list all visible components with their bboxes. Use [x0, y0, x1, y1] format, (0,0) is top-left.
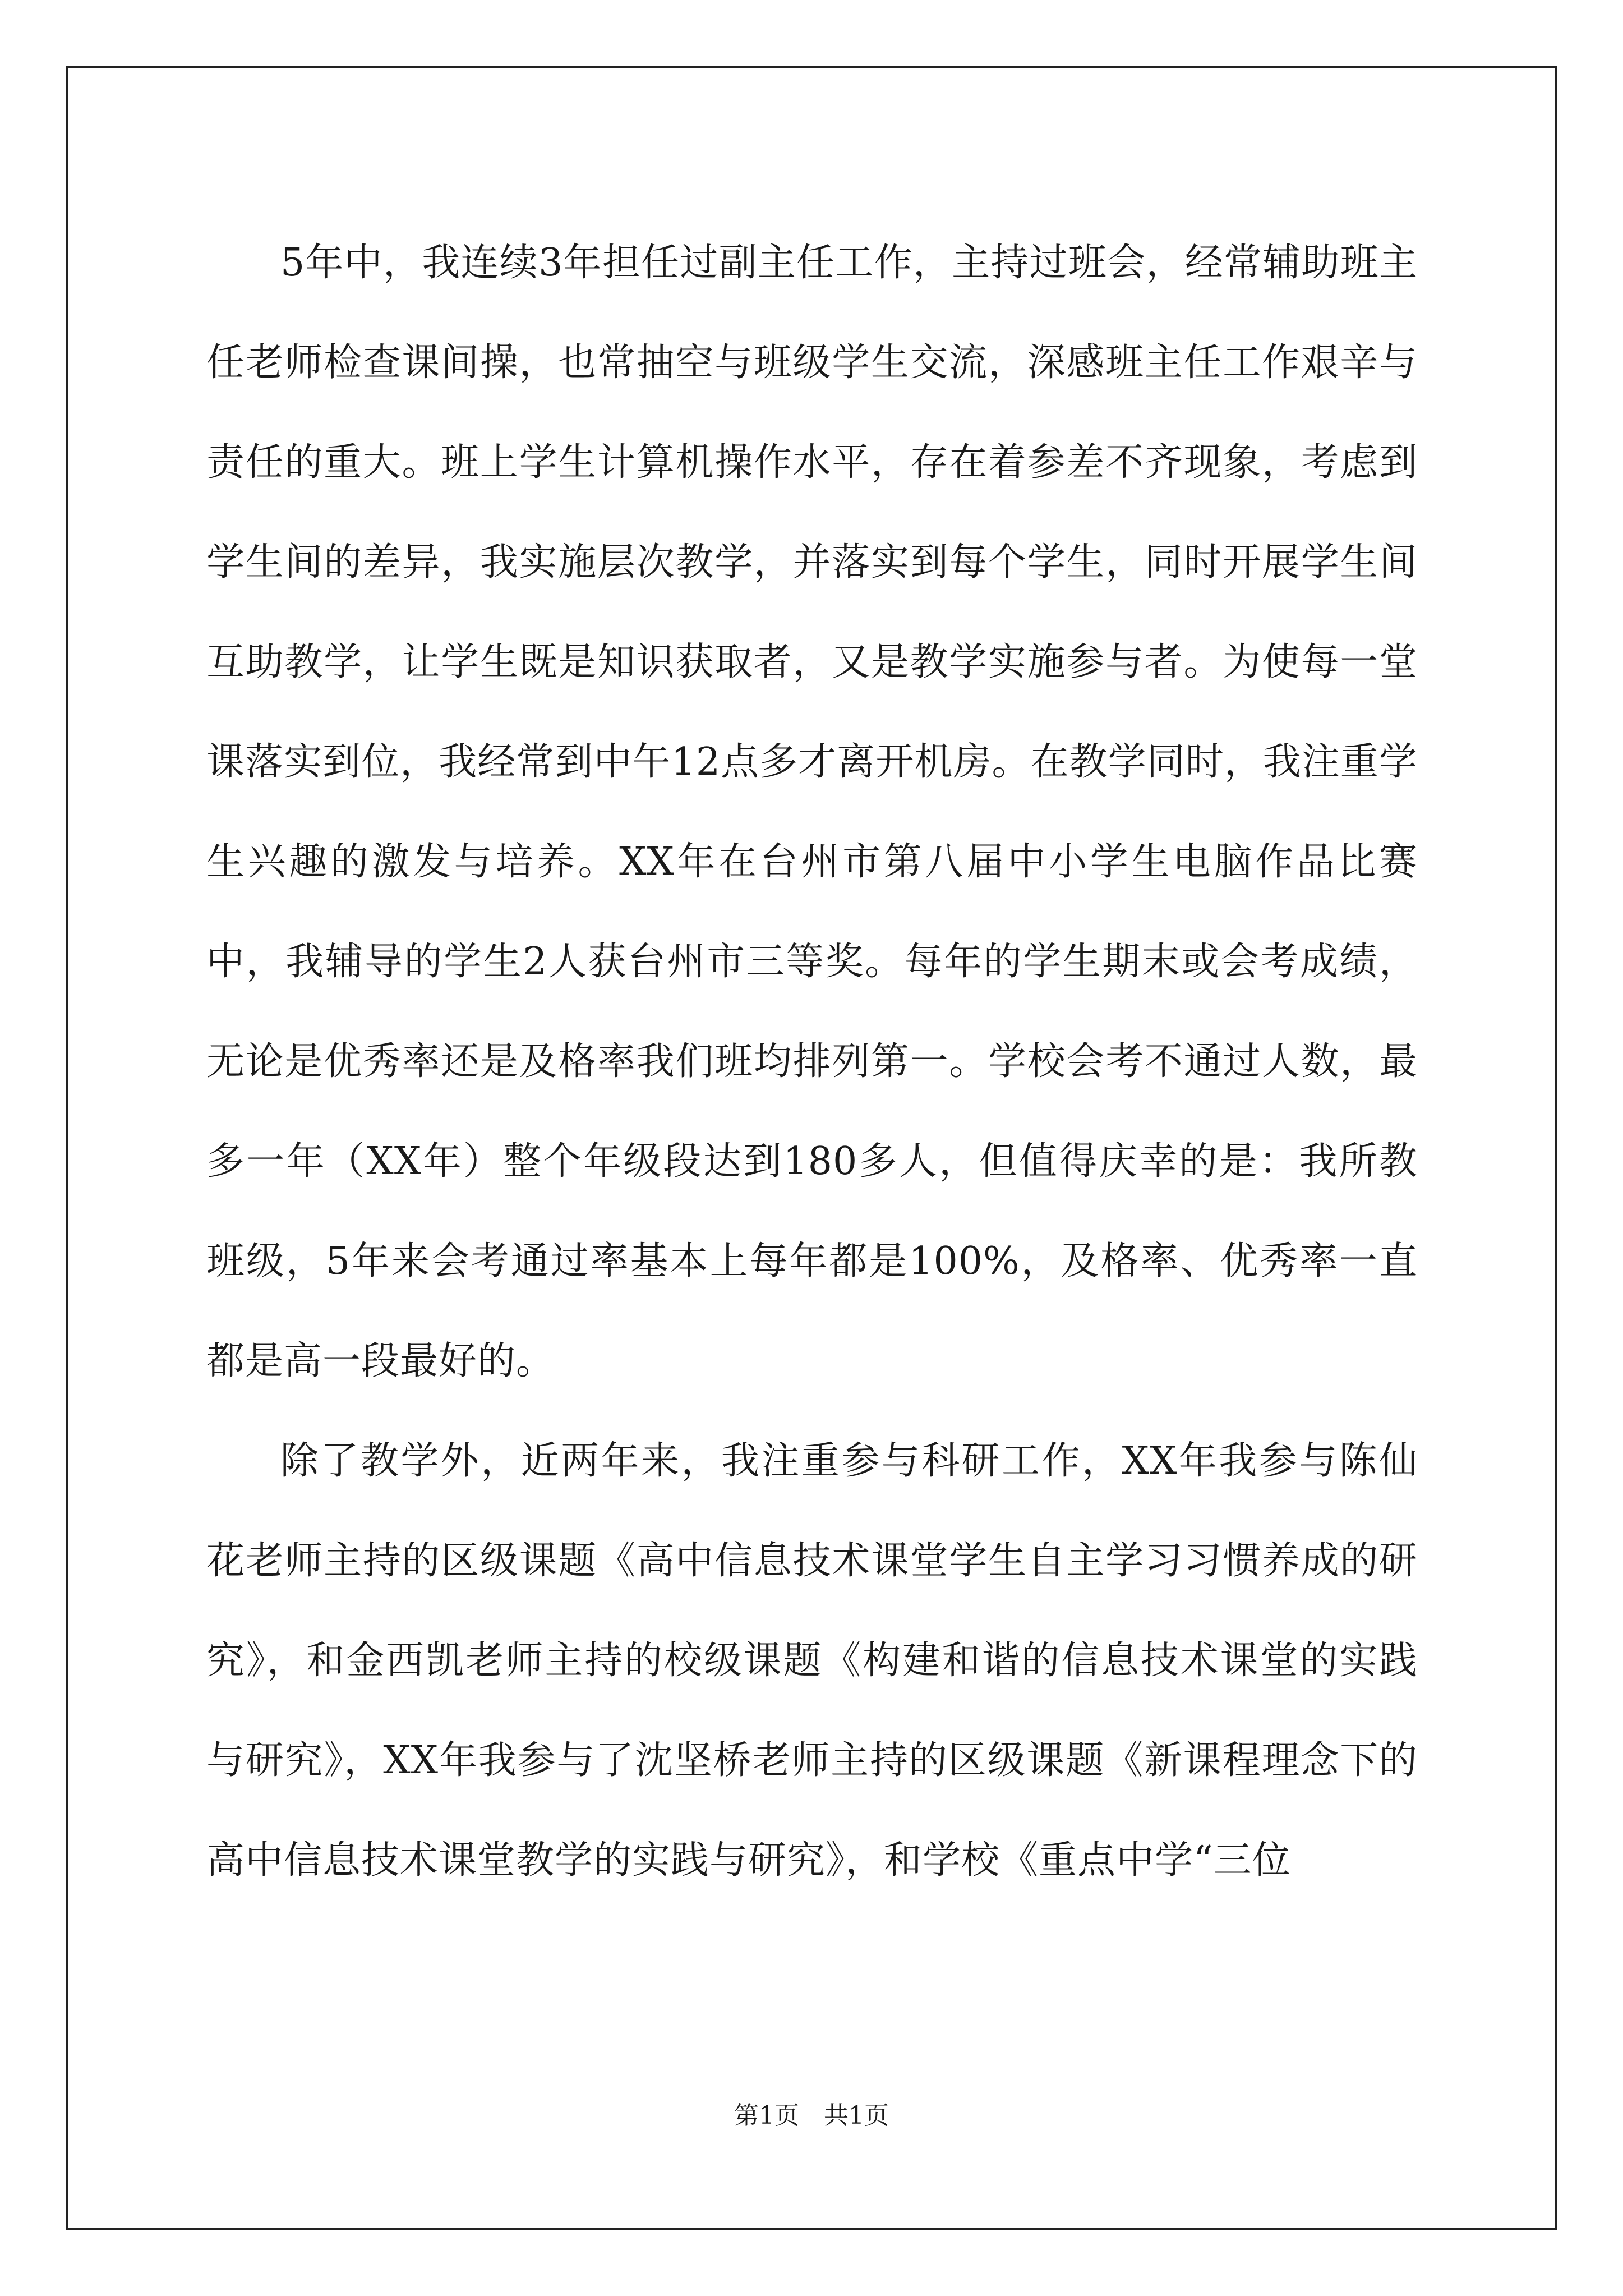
paragraph: 除了教学外，近两年来，我注重参与科研工作，XX年我参与陈仙花老师主持的区级课题《高中信息技术课堂学生自主学习习惯养成的研究》，和金西凯老师主持的校级课题《构建和谐的信息技术课堂的实践与研究》，XX年我参与了沈坚桥老师主持的区级课题《新课程理念下的高中信息技术课堂教学的实践与研究》，和学校《重点中学“三位 — [206, 1439, 1418, 1883]
paragraph: 5年中，我连续3年担任过副主任工作，主持过班会，经常辅助班主任老师检查课间操，也常抽空与班级学生交流，深感班主任工作艰辛与责任的重大。班上学生计算机操作水平，存在着参差不齐现象，考虑到学生间的差异，我实施层次教学，并落实到每个学生，同时开展学生间互助教学，让学生既是知识获取者，又是教学实施参与者。为使每一堂课落实到位，我经常到中午12点多才离开机房。在教学同时，我注重学生兴趣的激发与培养。XX年在台州市第八届中小学生电脑作品比赛中，我辅导的学生2人获台州市三等奖。每年的学生期末或会考成绩，无论是优秀率还是及格率我们班均排列第一。学校会考不通过人数，最多一年（XX年）整个年级段达到180多人，但值得庆幸的是：我所教班级，5年来会考通过率基本上每年都是100%，及格率、优秀率一直都是高一段最好的。 — [206, 241, 1418, 1383]
page-number-footer: 第1页 共1页 — [734, 2101, 889, 2130]
document-body — [206, 213, 1418, 1911]
